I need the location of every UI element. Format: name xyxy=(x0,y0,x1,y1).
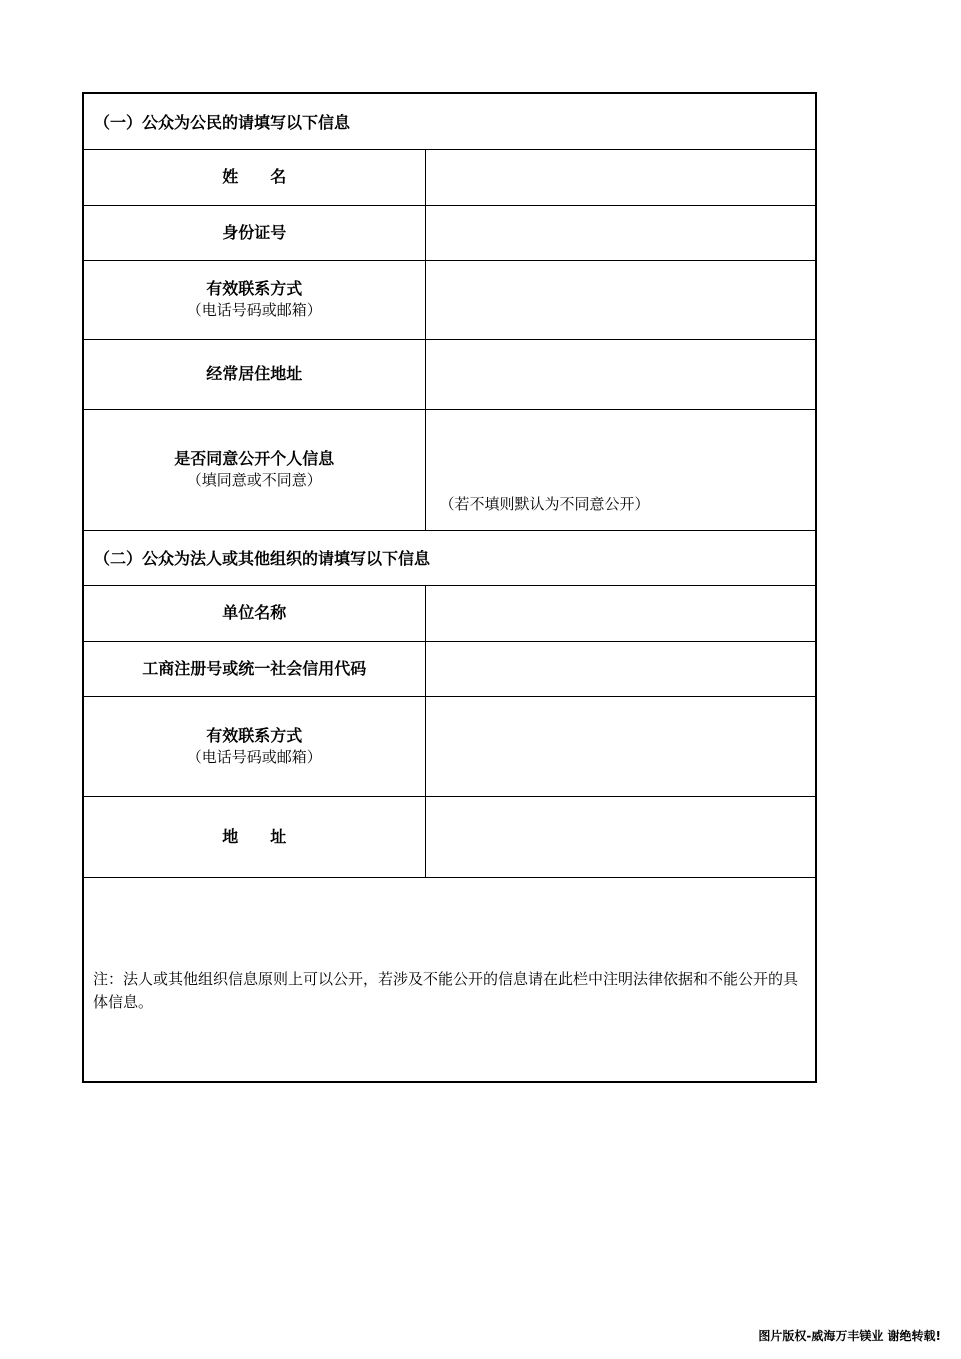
name-field[interactable] xyxy=(425,149,816,205)
note-row xyxy=(83,877,816,1082)
contact-label xyxy=(83,260,425,339)
consent-hint: （若不填则默认为不同意公开） xyxy=(439,494,650,513)
org-address-label xyxy=(83,796,425,877)
contact-label-text: 有效联系方式 xyxy=(206,279,303,298)
consent-label-text: 是否同意公开个人信息 xyxy=(174,449,335,468)
id-number-row xyxy=(83,205,816,260)
reg-number-label xyxy=(83,641,425,696)
reg-number-row xyxy=(83,641,816,696)
note-text: 注：法人或其他组织信息原则上可以公开，若涉及不能公开的信息请在此栏中注明法律依据和不能公开的具体信息。 xyxy=(93,969,799,1011)
org-contact-label-text: 有效联系方式 xyxy=(206,725,303,745)
org-name-field[interactable] xyxy=(425,585,816,641)
org-contact-field[interactable] xyxy=(425,696,816,796)
consent-label xyxy=(83,409,425,530)
note-cell[interactable] xyxy=(83,877,816,1082)
org-contact-sublabel: （电话号码或邮箱） xyxy=(186,747,322,766)
contact-field[interactable] xyxy=(425,260,816,339)
org-contact-label xyxy=(83,696,425,796)
contact-row xyxy=(83,260,816,339)
section2-header-row xyxy=(83,530,816,585)
info-form-table xyxy=(82,92,817,1083)
address-row xyxy=(83,339,816,409)
copyright-footer: 图片版权-威海万丰镁业 谢绝转载! xyxy=(758,1329,941,1343)
org-name-label-text: 单位名称 xyxy=(222,603,287,622)
consent-sublabel: （填同意或不同意） xyxy=(186,471,322,489)
org-name-label xyxy=(83,585,425,641)
org-address-field[interactable] xyxy=(425,796,816,877)
reg-number-field[interactable] xyxy=(425,641,816,696)
section2-title: （二）公众为法人或其他组织的请填写以下信息 xyxy=(83,530,816,585)
org-address-label-text: 地 址 xyxy=(222,826,287,846)
section1-header-row xyxy=(83,93,816,149)
contact-sublabel: （电话号码或邮箱） xyxy=(186,301,322,319)
name-row xyxy=(83,149,816,205)
id-number-field[interactable] xyxy=(425,205,816,260)
id-number-label xyxy=(83,205,425,260)
address-label-text: 经常居住地址 xyxy=(206,364,303,383)
name-label-text: 姓 名 xyxy=(222,167,287,186)
id-number-label-text: 身份证号 xyxy=(222,222,287,242)
reg-number-label-text: 工商注册号或统一社会信用代码 xyxy=(142,658,367,678)
section1-title: （一）公众为公民的请填写以下信息 xyxy=(83,93,816,149)
address-field[interactable] xyxy=(425,339,816,409)
consent-field[interactable] xyxy=(425,409,816,530)
org-address-row xyxy=(83,796,816,877)
consent-row xyxy=(83,409,816,530)
address-label xyxy=(83,339,425,409)
org-name-row xyxy=(83,585,816,641)
org-contact-row xyxy=(83,696,816,796)
name-label xyxy=(83,149,425,205)
